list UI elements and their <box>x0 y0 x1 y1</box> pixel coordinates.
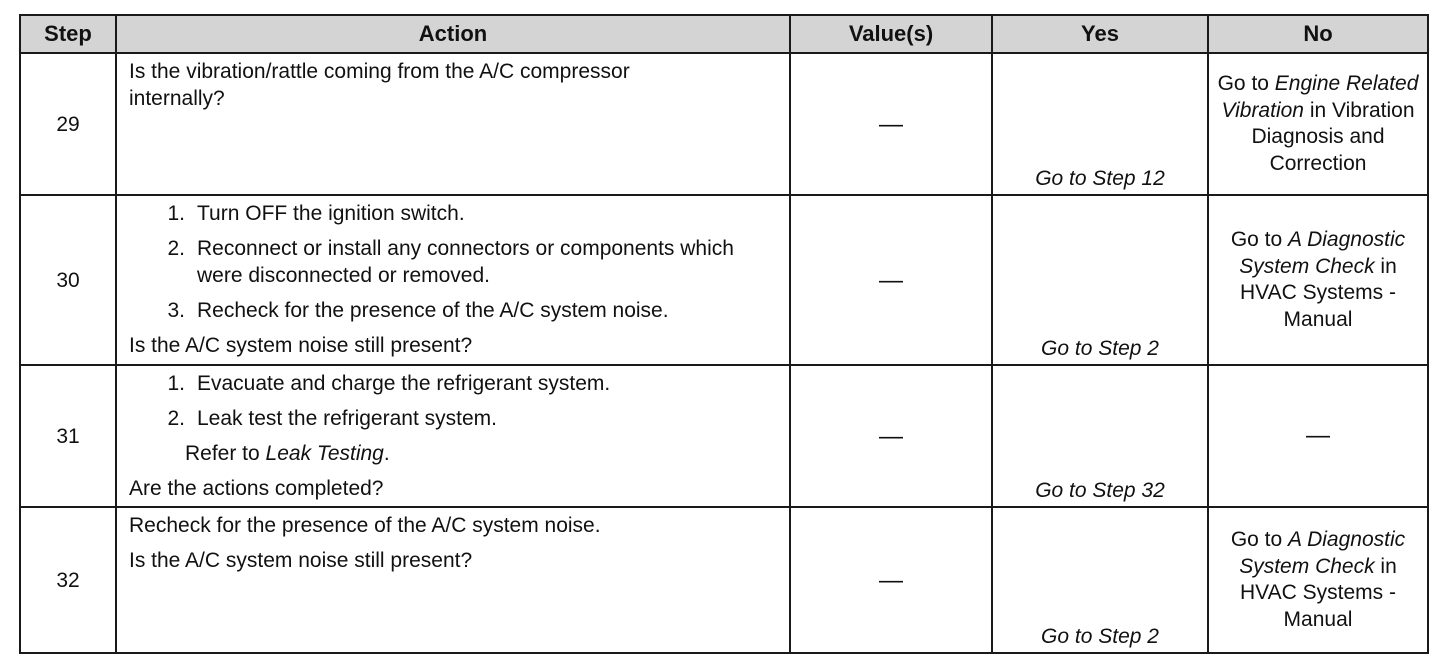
action-cell <box>116 195 790 365</box>
no-reference: A Diagnostic System Check <box>1239 528 1406 578</box>
action-text: Is the vibration/rattle coming from the A/C compressor <box>129 60 630 83</box>
header-action: Action <box>116 15 790 53</box>
diagnostic-table <box>19 14 1429 654</box>
step-number: 32 <box>20 507 116 653</box>
action-question: Are the actions completed? <box>129 477 384 500</box>
action-item <box>129 405 779 432</box>
item-text: Turn OFF the ignition switch. <box>197 202 465 225</box>
item-number: 2. <box>167 237 185 260</box>
no-reference: Engine Related Vibration <box>1221 72 1419 122</box>
refer-reference: Leak Testing <box>265 442 384 465</box>
yes-cell: Go to Step 2 <box>992 195 1208 365</box>
item-number: 2. <box>167 407 185 430</box>
no-text: in Vibration Diagnosis and Correction <box>1251 98 1415 175</box>
step-number: 31 <box>20 365 116 507</box>
no-reference: A Diagnostic System Check <box>1239 228 1406 278</box>
refer-text: Refer to <box>185 442 266 465</box>
item-text: Leak test the refrigerant system. <box>197 407 497 430</box>
table-row <box>20 195 1428 365</box>
item-text: Evacuate and charge the refrigerant system. <box>197 372 611 395</box>
item-number: 1. <box>167 202 185 225</box>
table-row <box>20 53 1428 195</box>
item-number: 1. <box>167 372 185 395</box>
value-cell: — <box>790 195 992 365</box>
value-cell: — <box>790 507 992 653</box>
action-text: Recheck for the presence of the A/C system noise. <box>129 514 601 537</box>
table-row <box>20 507 1428 653</box>
item-number: 3. <box>167 299 185 322</box>
no-text: in HVAC Systems - Manual <box>1240 554 1397 631</box>
no-cell <box>1208 53 1428 195</box>
value-cell: — <box>790 53 992 195</box>
yes-cell: Go to Step 12 <box>992 53 1208 195</box>
no-cell <box>1208 195 1428 365</box>
refer-line <box>129 440 779 467</box>
header-step: Step <box>20 15 116 53</box>
action-cell <box>116 53 790 195</box>
table-row <box>20 365 1428 507</box>
action-item <box>129 235 779 289</box>
no-text: Go to <box>1230 528 1289 551</box>
action-item <box>129 370 779 397</box>
action-item <box>129 200 779 227</box>
value-cell: — <box>790 365 992 507</box>
action-cell <box>116 507 790 653</box>
item-text: Reconnect or install any connectors or components which were disconnected or removed. <box>197 237 734 287</box>
header-values: Value(s) <box>790 15 992 53</box>
step-number: 29 <box>20 53 116 195</box>
no-text: Go to <box>1230 228 1289 251</box>
no-text: Go to <box>1217 72 1275 95</box>
action-question: Is the A/C system noise still present? <box>129 334 473 357</box>
no-cell: — <box>1208 365 1428 507</box>
header-yes: Yes <box>992 15 1208 53</box>
refer-text: . <box>383 442 390 465</box>
item-text: Recheck for the presence of the A/C system noise. <box>197 299 669 322</box>
no-text: in HVAC Systems - Manual <box>1240 254 1397 331</box>
action-text: internally? <box>129 87 225 110</box>
header-no: No <box>1208 15 1428 53</box>
yes-cell: Go to Step 2 <box>992 507 1208 653</box>
yes-cell: Go to Step 32 <box>992 365 1208 507</box>
header-row <box>20 15 1428 53</box>
action-text: Is the A/C system noise still present? <box>129 549 473 572</box>
step-number: 30 <box>20 195 116 365</box>
action-cell <box>116 365 790 507</box>
action-item <box>129 297 779 324</box>
no-cell <box>1208 507 1428 653</box>
